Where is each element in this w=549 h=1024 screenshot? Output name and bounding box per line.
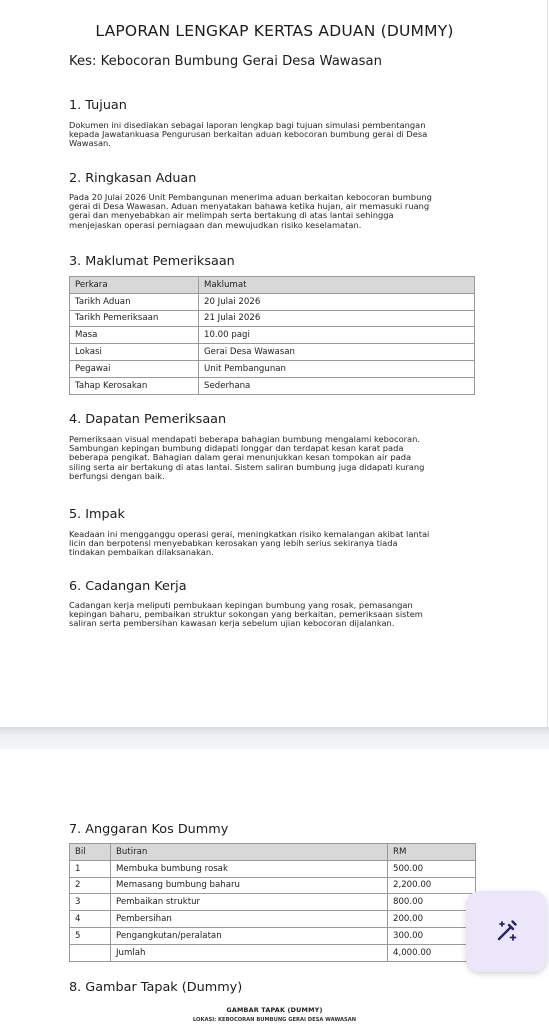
table-row xyxy=(70,293,475,310)
site-image-title: GAMBAR TAPAK (DUMMY) xyxy=(226,1006,323,1014)
table-cell: Pembaikan struktur xyxy=(111,894,388,911)
case-subtitle: Kes: Kebocoran Bumbung Gerai Desa Wawasan xyxy=(69,54,382,69)
section-4-line: berfungsi dengan baik. xyxy=(69,470,165,481)
table-header: Bil xyxy=(70,844,111,861)
table-cell: 3 xyxy=(70,894,111,911)
table-cell: Pembersihan xyxy=(111,911,388,928)
table-cell: 4 xyxy=(70,911,111,928)
table-row xyxy=(70,860,476,877)
edit-fab-button[interactable] xyxy=(466,891,547,972)
table-total-row xyxy=(70,944,476,961)
section-8-heading: 8. Gambar Tapak (Dummy) xyxy=(69,980,243,995)
section-2-line: Pada 20 Julai 2026 Unit Pembangunan menerima aduan berkaitan kebocoran bumbung xyxy=(69,192,432,202)
table-row xyxy=(70,327,475,344)
section-4-line: beberapa pengikat. Bahagian dalam gerai menunjukkan kesan tompokan air pada xyxy=(69,452,412,463)
table-cell: Membuka bumbung rosak xyxy=(111,860,388,877)
table-row xyxy=(70,911,476,928)
table-cell: 10.00 pagi xyxy=(199,327,475,344)
section-5-line: Keadaan ini mengganggu operasi gerai, meningkatkan risiko kemalangan akibat lantai xyxy=(69,529,430,539)
table-cell: Unit Pembangunan xyxy=(199,360,475,377)
section-3-heading: 3. Maklumat Pemeriksaan xyxy=(69,254,235,269)
section-5-line: tindakan pembaikan dilaksanakan. xyxy=(69,547,214,558)
pencil-sparkle-icon xyxy=(495,919,519,943)
table-cell: Tahap Kerosakan xyxy=(70,377,199,394)
section-2-line: gerai di Desa Wawasan. Aduan menyatakan bahawa ketika hujan, air memasuki ruang xyxy=(69,201,430,212)
table-cell: 20 Julai 2026 xyxy=(199,293,475,310)
table-cell xyxy=(70,944,111,961)
table-row xyxy=(70,877,476,894)
table-cell: 2,200.00 xyxy=(388,877,476,894)
page-separator xyxy=(0,727,549,749)
table-cell: Masa xyxy=(70,327,199,344)
inspection-table xyxy=(69,276,475,395)
section-2-heading: 2. Ringkasan Aduan xyxy=(69,171,197,186)
table-header-row xyxy=(70,277,475,294)
table-cell: 200.00 xyxy=(388,911,476,928)
table-cell: Tarikh Pemeriksaan xyxy=(70,310,199,327)
section-2-body xyxy=(69,193,479,230)
table-cell: 800.00 xyxy=(388,894,476,911)
site-image-subtitle: LOKASI: KEBOCORAN BUMBUNG GERAI DESA WAWASAN xyxy=(192,1017,357,1023)
table-row xyxy=(70,894,476,911)
table-row xyxy=(70,927,476,944)
table-cell: Pengangkutan/peralatan xyxy=(111,927,388,944)
table-cell: 300.00 xyxy=(388,927,476,944)
section-6-body xyxy=(69,601,479,629)
table-cell: 4,000.00 xyxy=(388,944,476,961)
section-7-heading: 7. Anggaran Kos Dummy xyxy=(69,822,229,837)
table-cell: 2 xyxy=(70,877,111,894)
section-6-line: saliran serta pembersihan kawasan kerja sebelum ujian kebocoran dijalankan. xyxy=(69,618,395,629)
section-4-body xyxy=(69,435,479,481)
table-cell: 21 Julai 2026 xyxy=(199,310,475,327)
table-row xyxy=(70,310,475,327)
table-cell: 5 xyxy=(70,927,111,944)
table-row xyxy=(70,360,475,377)
section-5-heading: 5. Impak xyxy=(69,507,125,522)
table-cell: Memasang bumbung baharu xyxy=(111,877,388,894)
report-title: LAPORAN LENGKAP KERTAS ADUAN (DUMMY) xyxy=(95,22,454,40)
section-5-body xyxy=(69,530,479,558)
section-1-heading: 1. Tujuan xyxy=(69,98,127,113)
section-1-line: Dokumen ini disediakan sebagai laporan lengkap bagi tujuan simulasi pembentangan xyxy=(69,120,426,130)
table-row xyxy=(70,377,475,394)
section-2-line: menjejaskan operasi perniagaan dan mewujudkan risiko keselamatan. xyxy=(69,219,362,230)
table-cell: Sederhana xyxy=(199,377,475,394)
table-cell: Gerai Desa Wawasan xyxy=(199,344,475,361)
table-header: Butiran xyxy=(111,844,388,861)
section-2-line: gerai dan menyebabkan air melimpah serta bertakung di atas lantai sehingga xyxy=(69,210,394,221)
table-header: RM xyxy=(388,844,476,861)
table-cell: 1 xyxy=(70,860,111,877)
table-cell: Tarikh Aduan xyxy=(70,293,199,310)
section-1-line: kepada Jawatankuasa Pengurusan berkaitan aduan kebocoran bumbung gerai di Desa xyxy=(69,129,428,140)
table-cell: Pegawai xyxy=(70,360,199,377)
section-6-line: Cadangan kerja meliputi pembukaan kepingan bumbung yang rosak, pemasangan xyxy=(69,600,413,610)
section-4-line: siling serta air bertakung di atas lantai. Sistem saliran bumbung juga didapati kurang xyxy=(69,461,425,472)
section-4-heading: 4. Dapatan Pemeriksaan xyxy=(69,412,227,427)
table-header: Maklumat xyxy=(199,277,475,294)
table-cell: Jumlah xyxy=(111,944,388,961)
section-4-line: Sambungan kepingan bumbung didapati longgar dan terdapat kesan karat pada xyxy=(69,443,404,454)
section-4-line: Pemeriksaan visual mendapati beberapa bahagian bumbung mengalami kebocoran. xyxy=(69,434,421,444)
table-cell: 500.00 xyxy=(388,860,476,877)
table-header: Perkara xyxy=(70,277,199,294)
table-header-row xyxy=(70,844,476,861)
section-6-heading: 6. Cadangan Kerja xyxy=(69,579,187,594)
table-row xyxy=(70,344,475,361)
section-6-line: kepingan baharu, pembaikan struktur sokongan yang berkaitan, pemeriksaan sistem xyxy=(69,609,423,620)
section-5-line: licin dan berpotensi menyebabkan kerosakan yang lebih serius sekiranya tiada xyxy=(69,538,398,549)
section-1-line: Wawasan. xyxy=(69,138,111,149)
table-cell: Lokasi xyxy=(70,344,199,361)
cost-table xyxy=(69,843,476,962)
section-1-body xyxy=(69,121,479,149)
